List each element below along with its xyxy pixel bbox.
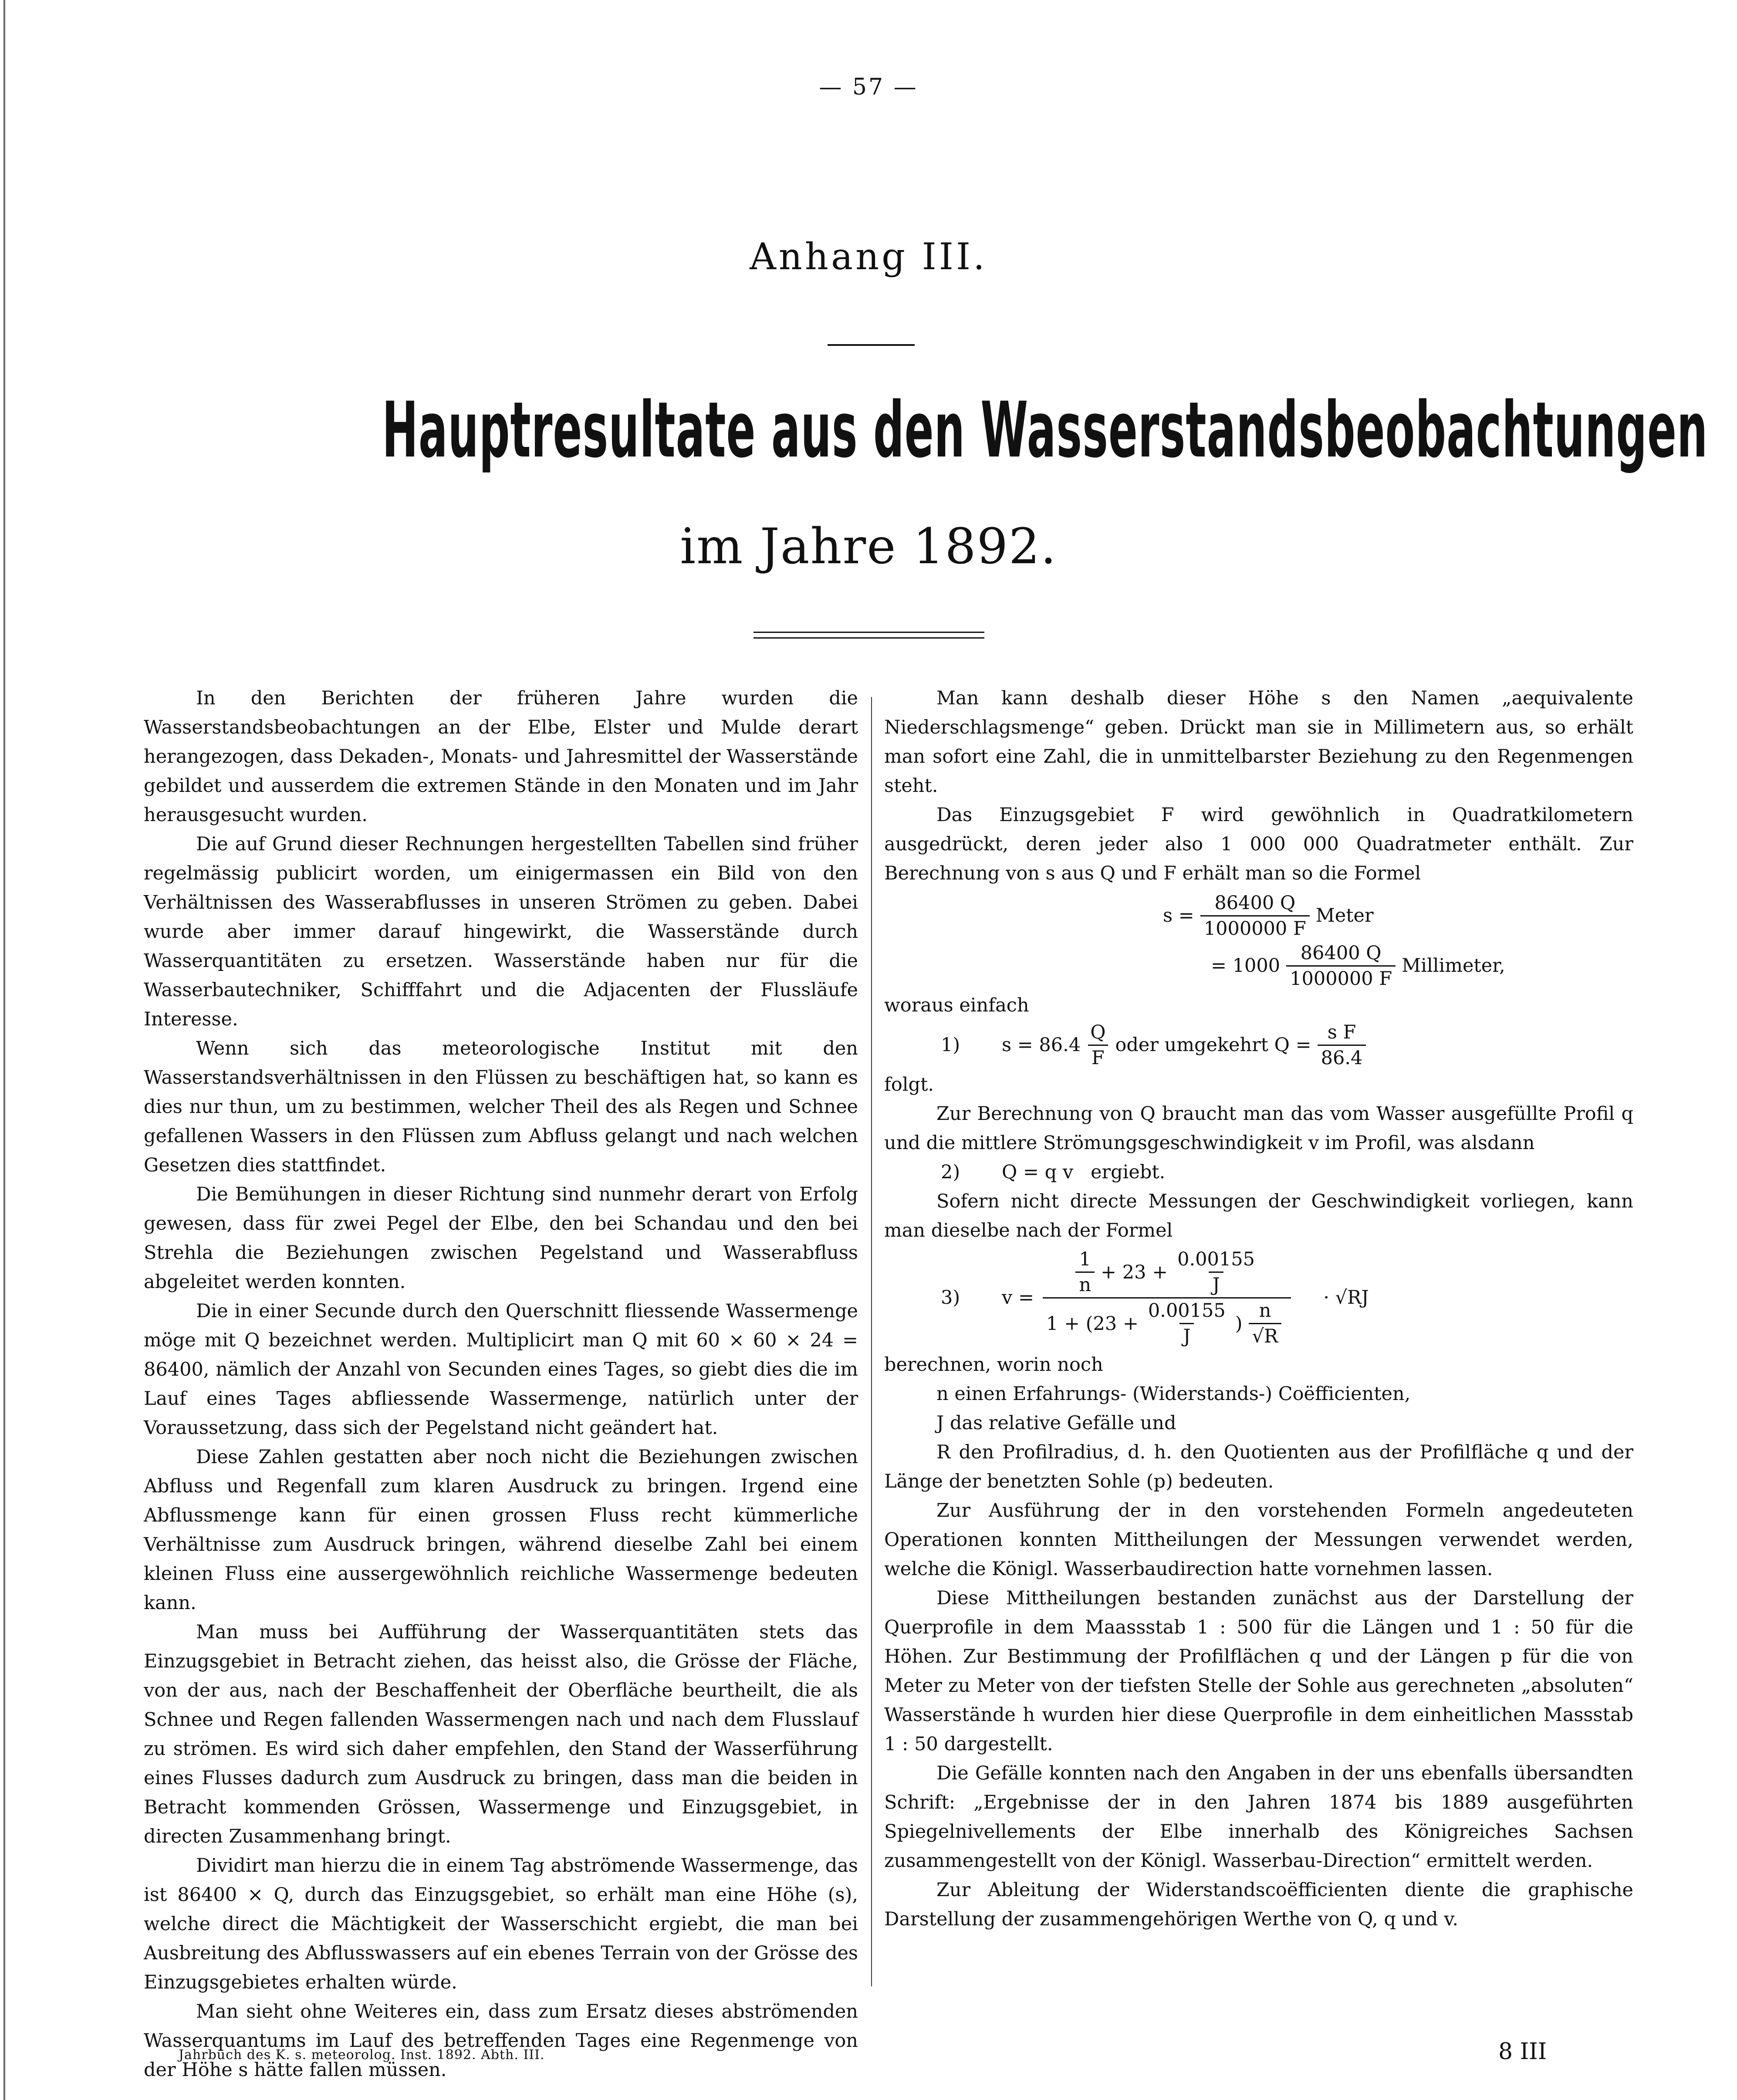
text-line: folgt. bbox=[884, 1074, 934, 1096]
page-title: Hauptresultate aus den Wasserstandsbeobachtungen bbox=[382, 386, 1708, 475]
formula-text: + 23 + bbox=[1101, 1261, 1168, 1283]
right-column bbox=[884, 684, 1633, 1934]
numerator: s F bbox=[1327, 1021, 1356, 1043]
paragraph: Man muss bei Aufführung der Wasserquantitäten stets das Einzugsgebiet in Betracht ziehen, das heisst also, die Grösse der Fläche, von der aus, nach der Beschaffenheit der Oberfläche beurtheilt, die als Schnee und Regen fallenden Wassermengen nach und nach dem Flusslauf zu strömen. Es wird sich daher empfehlen, den Stand der Wasserführung eines Flusses dadurch zum Ausdruck zu bringen, dass man die beiden in Betracht kommenden Grössen, Wassermenge und Einzugsgebiet, in directen Zusammenhang bringt. bbox=[144, 1621, 858, 1847]
paragraph: Die Bemühungen in dieser Richtung sind nunmehr derart von Erfolg gewesen, dass für zwei Pegel der Elbe, den bei Schandau und den bei Strehla die Beziehungen zwischen Pegelstand und Wasserabfluss abgeleitet werden konnten. bbox=[144, 1184, 858, 1293]
paragraph: Zur Ableitung der Widerstandscoëfficienten diente die graphische Darstellung der zusammengehörigen Werthe von Q, q und v. bbox=[884, 1879, 1633, 1930]
main-fraction bbox=[1043, 1247, 1291, 1349]
fraction bbox=[1075, 1247, 1095, 1297]
footer-signature: 8 III bbox=[1498, 2039, 1547, 2065]
equation-label: 2) bbox=[941, 1161, 960, 1183]
paragraph: Diese Zahlen gestatten aber noch nicht die Beziehungen zwischen Abfluss und Regenfall zum klaren Ausdruck zu bringen. Irgend eine Abflussmenge kann für einen grossen Fluss recht kümmerliche Verhältnisse zum Ausdruck bringen, während dieselbe Zahl bei einem kleinen Fluss eine aussergewöhnlich reichliche Wassermenge bedeuten kann. bbox=[144, 1446, 858, 1614]
numerator: n bbox=[1259, 1300, 1271, 1322]
numerator: 1 bbox=[1079, 1248, 1091, 1270]
formula-text: oder umgekehrt Q = bbox=[1115, 1034, 1311, 1056]
fraction bbox=[1318, 1020, 1366, 1070]
formula-unit: Meter bbox=[1315, 905, 1374, 927]
formula-lhs: v = bbox=[1002, 1287, 1034, 1309]
text-line: berechnen, worin noch bbox=[884, 1354, 1103, 1376]
denominator: n bbox=[1075, 1271, 1095, 1297]
title-double-rule bbox=[754, 632, 984, 639]
paragraph: Man kann deshalb dieser Höhe s den Namen „aequivalente Niederschlagsmenge“ geben. Drückt man sie in Millimetern aus, so erhält man sofort eine Zahl, die in unmittelbarster Beziehung zu den Regenmengen steht. bbox=[884, 687, 1633, 797]
definition-r: R den Profilradius, d. h. den Quotienten aus der Profilfläche q und der Länge der benetzten Sohle (p) bedeuten. bbox=[884, 1441, 1633, 1492]
numerator: 0.00155 bbox=[1177, 1248, 1255, 1270]
denominator: 86.4 bbox=[1318, 1045, 1366, 1070]
appendix-heading: Anhang III. bbox=[750, 235, 987, 278]
column-divider bbox=[871, 697, 872, 1986]
denominator: F bbox=[1088, 1045, 1108, 1070]
fraction bbox=[1145, 1299, 1229, 1349]
formula-lhs: s = 86.4 bbox=[1002, 1034, 1081, 1056]
paragraph: Wenn sich das meteorologische Institut mit den Wasserstandsverhältnissen in den Flüssen zu beschäftigen hat, so kann es dies nur thun, um zu bestimmen, welcher Theil des als Regen und Schnee gefallenen Wassers in den Flüssen zum Abfluss gelangt und nach welchen Gesetzen dies stattfindet. bbox=[144, 1038, 858, 1176]
numerator: 86400 Q bbox=[1300, 942, 1382, 964]
denominator: 1000000 F bbox=[1286, 965, 1396, 991]
formula-expr: Q = q v bbox=[1002, 1161, 1074, 1183]
text-line: woraus einfach bbox=[884, 994, 1029, 1016]
denominator: J bbox=[1179, 1323, 1194, 1349]
numerator: Q bbox=[1090, 1021, 1106, 1043]
denominator: J bbox=[1209, 1271, 1223, 1297]
definition-n: n einen Erfahrungs- (Widerstands-) Coëfficienten, bbox=[936, 1383, 1411, 1405]
fraction bbox=[1174, 1247, 1258, 1297]
denominator: 1000000 F bbox=[1200, 915, 1310, 941]
equation-3 bbox=[884, 1247, 1633, 1349]
formula-text: ) bbox=[1235, 1312, 1243, 1335]
numerator: 86400 Q bbox=[1214, 892, 1296, 914]
fraction bbox=[1087, 1020, 1109, 1070]
paragraph: Diese Mittheilungen bestanden zunächst aus der Darstellung der Querprofile in dem Maassstab 1 : 500 für die Längen und 1 : 50 für die Höhen. Zur Bestimmung der Profilflächen q und der Längen p für die von Meter zu Meter von der tiefsten Stelle der Sohle aus gerechneten „absoluten“ Wasserstände h wurden hier diese Querprofile in dem einheitlichen Massstab 1 : 50 dargestellt. bbox=[884, 1587, 1633, 1755]
left-column bbox=[144, 684, 858, 2085]
formula-s-meter bbox=[884, 891, 1633, 941]
paragraph: Zur Ausführung der in den vorstehenden Formeln angedeuteten Operationen konnten Mittheilungen der Messungen verwendet werden, welche die Königl. Wasserbaudirection hatte vornehmen lassen. bbox=[884, 1500, 1633, 1580]
equation-2 bbox=[884, 1158, 1633, 1187]
footer-source: Jahrbuch des K. s. meteorolog. Inst. 1892. Abth. III. bbox=[179, 2047, 545, 2063]
paragraph: Sofern nicht directe Messungen der Geschwindigkeit vorliegen, kann man dieselbe nach der Formel bbox=[884, 1190, 1633, 1241]
paragraph: Das Einzugsgebiet F wird gewöhnlich in Quadratkilometern ausgedrückt, deren jeder also 1 000 000 Quadratmeter enthält. Zur Berechnung von s aus Q und F erhält man so die Formel bbox=[884, 804, 1633, 884]
formula-text: ergiebt. bbox=[1091, 1161, 1166, 1183]
main-numerator bbox=[1066, 1247, 1268, 1297]
formula-lhs: s = bbox=[1163, 905, 1194, 927]
paragraph: Man sieht ohne Weiteres ein, dass zum Ersatz dieses abströmenden Wasserquantums im Lauf des betreffenden Tages eine Regenmenge von der Höhe s hätte fallen müssen. bbox=[144, 2001, 858, 2081]
equation-1 bbox=[884, 1020, 1633, 1070]
fraction bbox=[1286, 941, 1396, 991]
page-subtitle: im Jahre 1892. bbox=[680, 518, 1057, 575]
equation-label: 3) bbox=[941, 1287, 960, 1309]
paragraph: Die in einer Secunde durch den Querschnitt fliessende Wassermenge möge mit Q bezeichnet werden. Multiplicirt man Q mit 60 × 60 × 24 = 86400, nämlich der Anzahl von Secunden eines Tages, so giebt dies die im Lauf eines Tages abfliessende Wassermenge, natürlich unter der Voraussetzung, dass sich der Pegelstand nicht geändert hat. bbox=[144, 1300, 858, 1439]
paragraph: Die Gefälle konnten nach den Angaben in der uns ebenfalls übersandten Schrift: „Ergebnisse der in den Jahren 1874 bis 1889 ausgeführten Spiegelnivellements der Elbe innerhalb des Königreiches Sachsen zusammengestellt von der Königl. Wasserbau-Direction“ ermittelt werden. bbox=[884, 1762, 1633, 1872]
numerator: 0.00155 bbox=[1148, 1300, 1226, 1322]
formula-text: 1 + (23 + bbox=[1046, 1312, 1139, 1335]
paragraph: Zur Berechnung von Q braucht man das vom Wasser ausgefüllte Profil q und die mittlere Strömungsgeschwindigkeit v im Profil, was alsdann bbox=[884, 1103, 1633, 1154]
definition-j: J das relative Gefälle und bbox=[936, 1412, 1176, 1434]
denominator: √R bbox=[1249, 1323, 1282, 1349]
fraction bbox=[1200, 891, 1310, 941]
main-denominator bbox=[1043, 1297, 1291, 1349]
formula-s-millimeter bbox=[884, 941, 1633, 991]
formula-lhs: = 1000 bbox=[1211, 955, 1281, 977]
formula-unit: Millimeter, bbox=[1402, 955, 1505, 977]
fraction bbox=[1249, 1299, 1282, 1349]
formula-text: · √RJ bbox=[1323, 1287, 1369, 1309]
paragraph: In den Berichten der früheren Jahre wurden die Wasserstandsbeobachtungen an der Elbe, Elster und Mulde derart herangezogen, dass Dekaden-, Monats- und Jahresmittel der Wasserstände gebildet und ausserdem die extremen Stände in den Monaten und im Jahr herausgesucht wurden. bbox=[144, 687, 858, 826]
paragraph: Die auf Grund dieser Rechnungen hergestellten Tabellen sind früher regelmässig publicirt worden, um einigermassen ein Bild von den Verhältnissen des Wasserabflusses in unseren Strömen zu geben. Dabei wurde aber immer darauf hingewirkt, die Wasserstände durch Wasserquantitäten zu ersetzen. Wasserstände haben nur für die Wasserbautechniker, Schifffahrt und die Adjacenten der Flussläufe Interesse. bbox=[144, 833, 858, 1030]
paragraph: Dividirt man hierzu die in einem Tag abströmende Wassermenge, das ist 86400 × Q, durch das Einzugsgebiet, so erhält man eine Höhe (s), welche direct die Mächtigkeit der Wasserschicht ergiebt, die man bei Ausbreitung des Abflusswassers auf ein ebenes Terrain von der Grösse des Einzugsgebietes erhalten würde. bbox=[144, 1855, 858, 1993]
heading-rule bbox=[828, 344, 915, 346]
page-number: — 57 — bbox=[819, 74, 918, 100]
equation-label: 1) bbox=[941, 1034, 960, 1056]
scan-edge bbox=[3, 0, 5, 2100]
